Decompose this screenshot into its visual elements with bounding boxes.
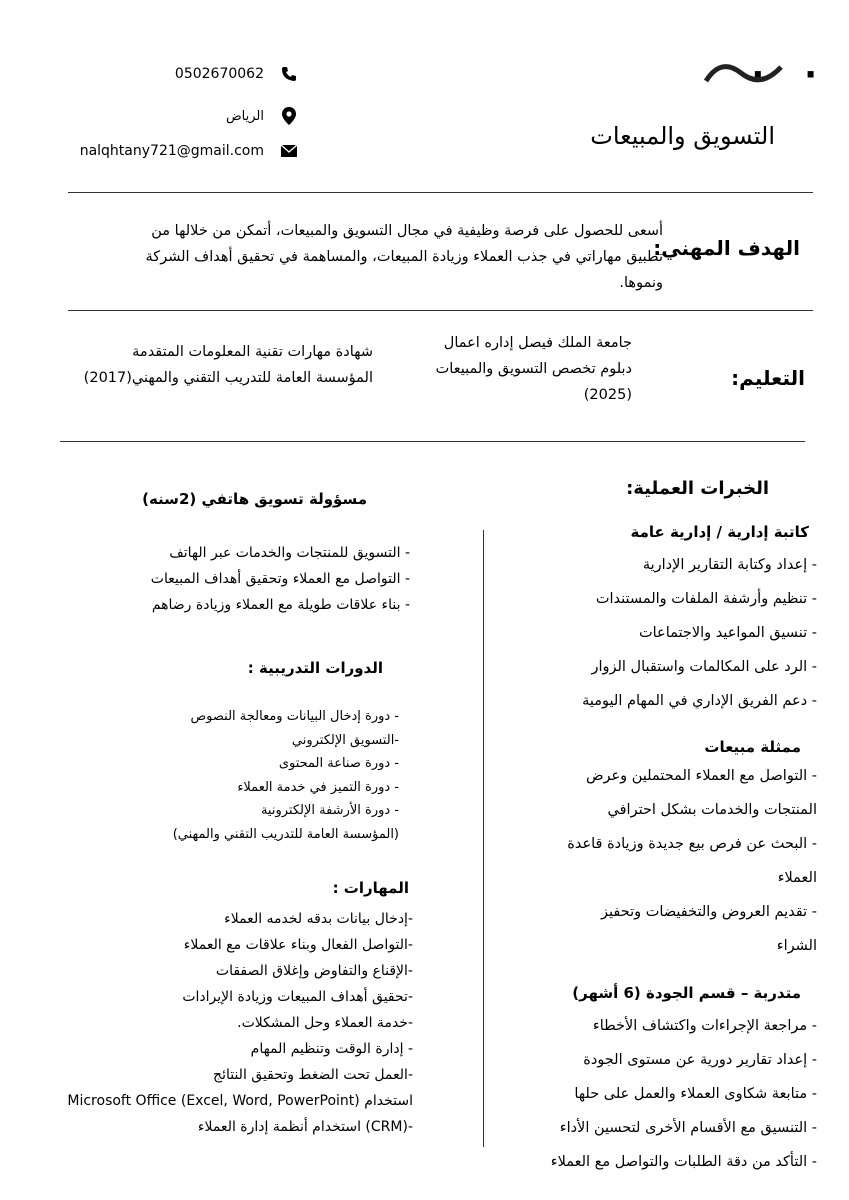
- list-item: - التأكد من دقة الطلبات والتواصل مع العملاء: [550, 1154, 817, 1170]
- education-main: [372, 330, 632, 408]
- location-pin-icon: [280, 107, 298, 125]
- name-clipped-glyphs: [701, 55, 791, 97]
- contact-email: [58, 143, 298, 159]
- list-item: - التنسيق مع الأقسام الأخرى لتحسين الأداء: [559, 1120, 817, 1136]
- list-item: -التسويق الإلكتروني: [291, 732, 399, 748]
- experience-heading: الخبرات العملية:: [626, 478, 769, 499]
- certificate-line: المؤسسة العامة للتدريب التقني والمهني(2017): [83, 370, 373, 386]
- list-item: -العمل تحت الضغط وتحقيق النتائج: [213, 1067, 413, 1083]
- list-item: -خدمة العملاء وحل المشكلات.: [237, 1015, 413, 1031]
- list-item: - الرد على المكالمات واستقبال الزوار: [591, 659, 817, 675]
- list-item: - التسويق للمنتجات والخدمات عبر الهاتف: [169, 545, 410, 561]
- education-line: (2025): [583, 387, 632, 403]
- contact-location: [58, 107, 298, 125]
- courses-heading: الدورات التدريبية :: [247, 659, 383, 677]
- list-item: - دورة الأرشفة الإلكترونية: [260, 803, 399, 818]
- telemarketing-list: [70, 540, 410, 618]
- list-item: - تقديم العروض والتخفيضات وتحفيز: [601, 904, 817, 920]
- phone-icon: [280, 66, 298, 82]
- list-item: العملاء: [777, 870, 817, 886]
- list-item: المنتجات والخدمات بشكل احترافي: [607, 802, 817, 818]
- list-item: - إعداد وكتابة التقارير الإدارية: [642, 557, 817, 573]
- job-quality-list: [477, 1018, 817, 1188]
- envelope-icon: [280, 145, 298, 157]
- location-text: الرياض: [225, 108, 264, 124]
- list-item: الشراء: [776, 938, 817, 954]
- list-item: - تنظيم وأرشفة الملفات والمستندات: [595, 591, 817, 607]
- divider-education: [60, 441, 805, 442]
- email-text: nalqhtany721@gmail.com: [79, 143, 264, 159]
- job-sales-list: [487, 768, 817, 972]
- list-item: -(CRM) استخدام أنظمة إدارة العملاء: [197, 1119, 413, 1135]
- list-item: -التواصل الفعال وبناء علاقات مع العملاء: [183, 937, 413, 953]
- telemarketing-title: مسؤولة تسويق هاتفي (2سنه): [142, 490, 367, 508]
- job-title-quality: متدربة – قسم الجودة (6 أشهر): [572, 984, 801, 1002]
- skills-list: [3, 906, 413, 1140]
- education-line: دبلوم تخصص التسويق والمبيعات: [435, 361, 632, 377]
- education-certificate: [43, 339, 373, 391]
- job-admin-list: [487, 557, 817, 727]
- list-item: (المؤسسة العامة للتدريب التقني والمهني): [172, 826, 399, 842]
- list-item: - تنسيق المواعيد والاجتماعات: [638, 625, 817, 641]
- list-item: - بناء علاقات طويلة مع العملاء وزيادة رضاهم: [151, 597, 410, 613]
- list-item: - دورة صناعة المحتوى: [278, 756, 399, 771]
- list-item: - التواصل مع العملاء وتحقيق أهداف المبيعات: [150, 571, 410, 587]
- list-item: -تحقيق أهداف المبيعات وزيادة الإيرادات: [182, 989, 413, 1005]
- job-title: التسويق والمبيعات: [590, 122, 775, 150]
- list-item: - دعم الفريق الإداري في المهام اليومية: [582, 693, 817, 709]
- phone-text: 0502670062: [174, 66, 264, 82]
- list-item: - دورة إدخال البيانات ومعالجة النصوص: [190, 709, 399, 724]
- education-line: جامعة الملك فيصل إداره اعمال: [443, 335, 632, 351]
- divider-header: [68, 192, 813, 193]
- list-item: استخدام Microsoft Office (Excel, Word, PowerPoint): [67, 1093, 413, 1109]
- list-item: - التواصل مع العملاء المحتملين وعرض: [585, 768, 817, 784]
- certificate-line: شهادة مهارات تقنية المعلومات المتقدمة: [132, 344, 373, 360]
- list-item: - مراجعة الإجراءات واكتشاف الأخطاء: [592, 1018, 817, 1034]
- objective-label: الهدف المهني:: [653, 236, 800, 260]
- name-dots: · ·: [751, 55, 831, 95]
- name-fragment: [611, 55, 831, 101]
- courses-list: [79, 705, 399, 846]
- list-item: - متابعة شكاوى العملاء والعمل على حلها: [574, 1086, 817, 1102]
- divider-objective: [68, 310, 813, 311]
- list-item: -إدخال بيانات بدقه لخدمه العملاء: [224, 911, 413, 927]
- education-label: التعليم:: [731, 366, 805, 390]
- objective-text: أسعى للحصول على فرصة وظيفية في مجال التسويق والمبيعات، أتمكن من خلالها من تطبيق مهاراتي في جذب العملاء وزيادة المبيعات، والمساهمة في تحقيق أهداف الشركة ونموها.: [145, 223, 663, 291]
- list-item: - إدارة الوقت وتنظيم المهام: [250, 1041, 413, 1057]
- contact-phone: [58, 66, 298, 82]
- list-item: - دورة التميز في خدمة العملاء: [237, 779, 399, 795]
- job-title-admin: كاتبة إدارية / إدارية عامة: [630, 523, 809, 541]
- job-title-sales: ممثلة مبيعات: [704, 738, 801, 756]
- skills-heading: المهارات :: [332, 879, 409, 897]
- column-divider: [483, 530, 484, 1147]
- list-item: - البحث عن فرص بيع جديدة وزيادة قاعدة: [567, 836, 817, 852]
- list-item: - إعداد تقارير دورية عن مستوى الجودة: [583, 1052, 817, 1068]
- list-item: -الإقناع والتفاوض وإغلاق الصفقات: [215, 963, 413, 979]
